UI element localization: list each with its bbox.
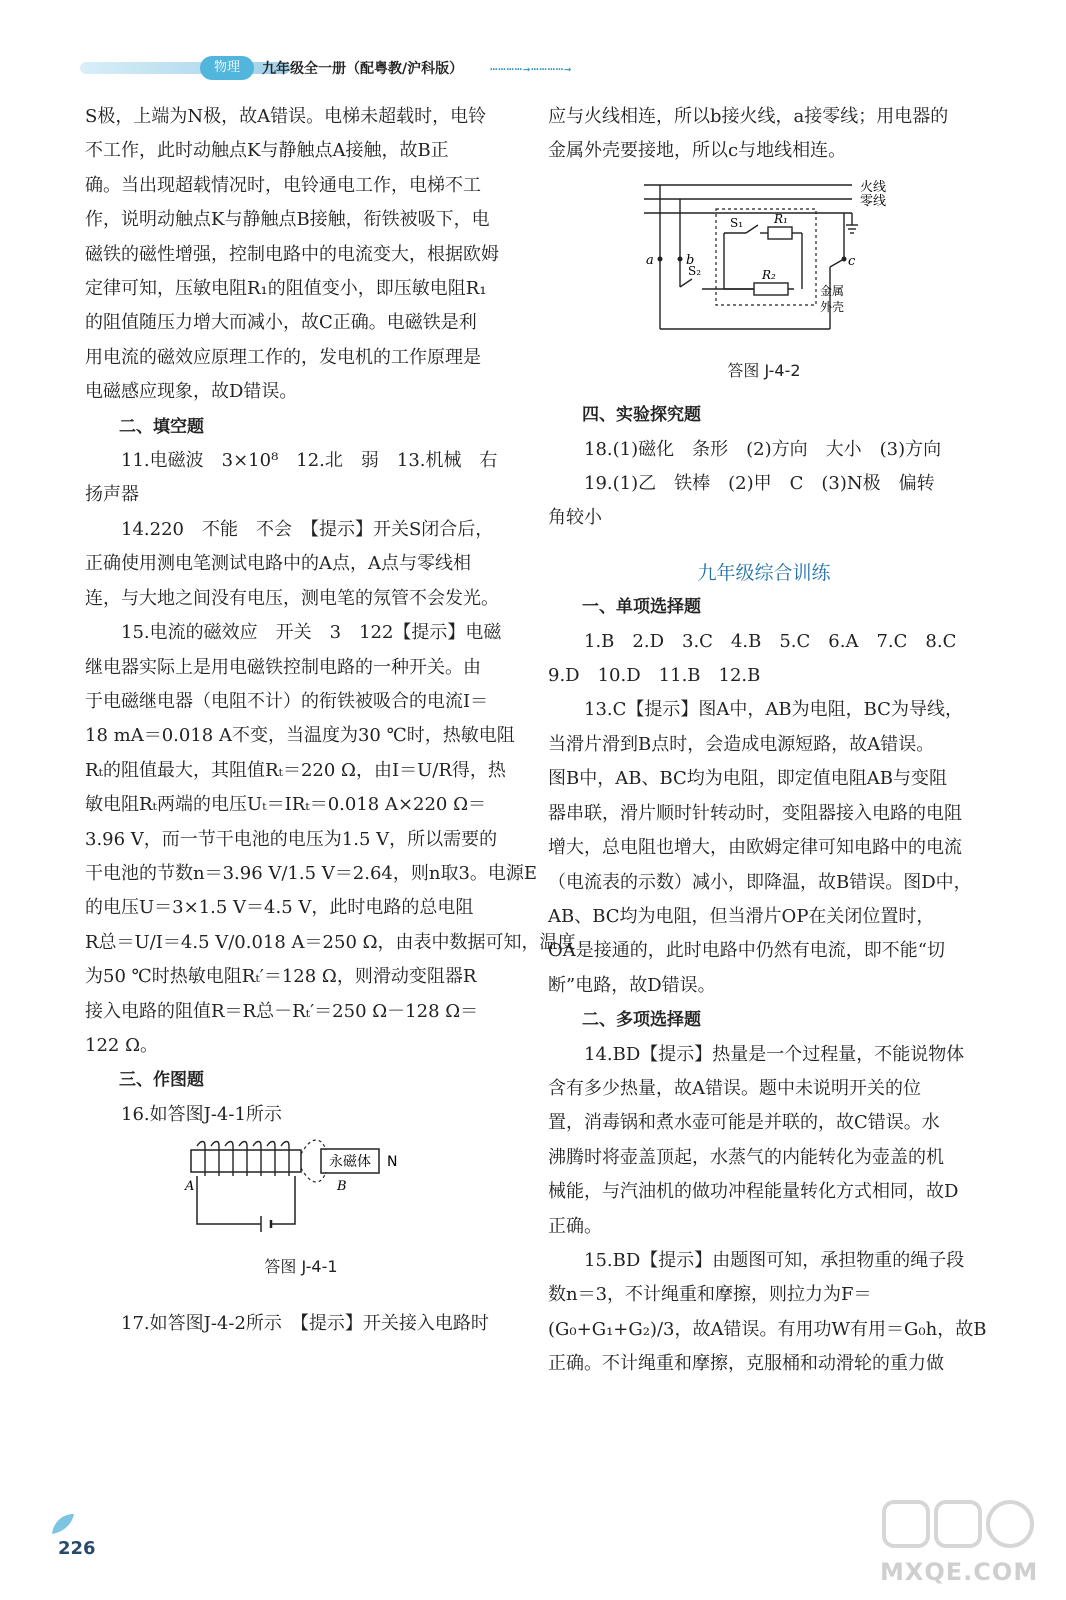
switch-s2-label: S₂ — [688, 263, 702, 278]
answer-line: 当滑片滑到B点时，会造成电源短路，故A错误。 — [548, 733, 935, 755]
answer-line: OA是接通的，此时电路中仍然有电流，即不能“切 — [548, 940, 945, 962]
answer-line: 122 Ω。 — [85, 1034, 159, 1056]
answer-line: 14.BD【提示】热量是一个过程量，不能说物体 — [584, 1043, 965, 1065]
answer-line: 13.C【提示】图A中，AB为电阻，BC为导线， — [584, 699, 963, 721]
section-heading: 二、多项选择题 — [582, 1010, 701, 1031]
leaf-icon — [48, 1510, 76, 1538]
label-c: c — [848, 253, 856, 269]
answer-line: 正确。不计绳重和摩擦，克服桶和动滑轮的重力做 — [548, 1353, 944, 1375]
answer-line: 干电池的节数n＝3.96 V/1.5 V＝2.64，则n取3。电源E — [85, 862, 538, 884]
figure-j41-solenoid — [171, 1132, 431, 1242]
answer-line: 16.如答图J-4-1所示 — [121, 1103, 282, 1125]
text-line: S极，上端为N极，故A错误。电梯未超载时，电铃 — [85, 106, 487, 127]
text-line: 作，说明动触点K与静触点B接触，衔铁被吸下，电 — [85, 209, 490, 231]
answer-line: 含有多少热量，故A错误。题中未说明开关的位 — [548, 1077, 921, 1099]
answer-line: 14.220 不能 不会 【提示】开关S闭合后， — [121, 518, 494, 540]
answer-line: 9.D 10.D 11.B 12.B — [548, 665, 761, 687]
section-heading: 一、单项选择题 — [582, 597, 701, 618]
answer-line: 的电压U＝3×1.5 V＝4.5 V，此时电路的总电阻 — [85, 897, 474, 919]
answer-line: 于电磁继电器（电阻不计）的衔铁被吸合的电流I＝ — [85, 690, 489, 712]
node-a — [658, 256, 663, 261]
answer-line: 正确。 — [548, 1215, 602, 1237]
answer-line: 沸腾时将壶盖顶起，水蒸气的内能转化为壶盖的机 — [548, 1146, 944, 1168]
answer-line: 3.96 V，而一节干电池的电压为1.5 V，所以需要的 — [85, 828, 498, 850]
node-b — [678, 256, 683, 261]
text-line: 确。当出现超载情况时，电铃通电工作，电梯不工 — [85, 174, 481, 196]
answer-line: 角较小 — [548, 507, 602, 529]
node-c — [842, 256, 847, 261]
solenoid-core — [191, 1150, 301, 1172]
answer-line: 15.电流的磁效应 开关 3 122【提示】电磁 — [121, 622, 502, 644]
answer-line: 器串联，滑片顺时针转动时，变阻器接入电路的电阻 — [548, 802, 962, 824]
answer-line: 1.B 2.D 3.C 4.B 5.C 6.A 7.C 8.C — [584, 630, 957, 652]
book-title: 九年级全一册（配粤教/沪科版） — [262, 61, 464, 77]
field-lines — [301, 1140, 326, 1182]
answer-line: 械能，与汽油机的做功冲程能量转化方式相同，故D — [548, 1181, 959, 1203]
answer-line: （电流表的示数）减小，即降温，故B错误。图D中， — [548, 871, 972, 893]
text-line: 用电流的磁效应原理工作的，发电机的工作原理是 — [85, 346, 481, 368]
answer-line: 置，消毒锅和煮水壶可能是并联的，故C错误。水 — [548, 1112, 940, 1134]
page-header — [60, 50, 760, 90]
answer-line: 图B中，AB、BC均为电阻，即定值电阻AB与变阻 — [548, 768, 948, 790]
text-line: 电磁感应现象，故D错误。 — [85, 381, 298, 403]
answer-line: 继电器实际上是用电磁铁控制电路的一种开关。由 — [85, 656, 481, 678]
text-line: 磁铁的磁性增强，控制电路中的电流变大，根据欧姆 — [85, 243, 499, 265]
figure-j42-circuit — [634, 169, 894, 354]
label-a: a — [646, 252, 654, 268]
answer-line: 18 mA＝0.018 A不变，当温度为30 ℃时，热敏电阻 — [85, 725, 515, 747]
right-column — [548, 100, 987, 1382]
answer-line: 连，与大地之间没有电压，测电笔的氖管不会发光。 — [85, 587, 499, 609]
section-title: 九年级综合训练 — [697, 561, 831, 584]
text-line: 不工作，此时动触点K与静触点A接触，故B正 — [85, 140, 449, 162]
fire-wire-label: 火线 — [860, 179, 887, 195]
answer-line: 敏电阻Rₜ两端的电压Uₜ＝IRₜ＝0.018 A×220 Ω＝ — [85, 794, 487, 816]
section-heading: 四、实验探究题 — [582, 405, 701, 426]
header-decoration — [80, 62, 290, 74]
text-line: 应与火线相连，所以b接火线，a接零线；用电器的 — [548, 106, 949, 127]
circuit-wire — [197, 1176, 295, 1224]
answer-line: 19.(1)乙 铁棒 (2)甲 C (3)N极 偏转 — [584, 473, 935, 495]
answer-line: Rₜ的阻值最大，其阻值Rₜ＝220 Ω，由I＝U/R得，热 — [85, 759, 506, 781]
label-b: b — [686, 252, 695, 268]
watermark-text: MXQE.COM — [880, 1558, 1039, 1586]
switch-s1-label: S₁ — [730, 215, 744, 230]
r1-label: R₁ — [774, 211, 788, 226]
n-pole-label: N — [387, 1154, 398, 1171]
solenoid-coil — [197, 1142, 289, 1177]
subject-badge: 物理 — [200, 56, 254, 80]
answer-line: (G₀+G₁+G₂)/3，故A错误。有用功W有用＝G₀h，故B — [548, 1318, 987, 1340]
figure-caption: 答图 J-4-2 — [727, 360, 801, 380]
shell-label-2: 外壳 — [820, 299, 845, 314]
end-b-label: B — [337, 1179, 347, 1195]
answer-line: 增大，总电阻也增大，由欧姆定律可知电路中的电流 — [548, 837, 962, 859]
answer-line: 11.电磁波 3×10⁸ 12.北 弱 13.机械 右 — [121, 450, 498, 472]
resistor-r2 — [754, 283, 788, 295]
page-number: 226 — [58, 1538, 96, 1559]
answer-line: 正确使用测电笔测试电路中的A点，A点与零线相 — [85, 553, 471, 575]
magnet-label: 永磁体 — [329, 1154, 371, 1171]
end-a-label: A — [185, 1179, 195, 1195]
answer-line: AB、BC均为电阻，但当滑片OP在关闭位置时， — [548, 905, 935, 927]
answer-line: 数n＝3，不计绳重和摩擦，则拉力为F＝ — [548, 1284, 872, 1306]
answer-line: 15.BD【提示】由题图可知，承担物重的绳子段 — [584, 1249, 965, 1271]
answer-line: R总＝U/I＝4.5 V/0.018 A＝250 Ω，由表中数据可知，温度 — [85, 931, 576, 953]
answer-line: 扬声器 — [85, 484, 139, 506]
text-line: 金属外壳要接地，所以c与地线相连。 — [548, 140, 847, 162]
text-line: 定律可知，压敏电阻R₁的阻值变小，即压敏电阻R₁ — [85, 278, 487, 300]
answer-line: 接入电路的阻值R＝R总－Rₜ′＝250 Ω－128 Ω＝ — [85, 1000, 479, 1022]
r2-label: R₂ — [762, 267, 776, 282]
text-line: 的阻值随压力增大而减小，故C正确。电磁铁是利 — [85, 312, 477, 334]
section-heading: 三、作图题 — [119, 1070, 204, 1091]
figure-caption: 答图 J-4-1 — [264, 1257, 338, 1277]
answer-line: 18.(1)磁化 条形 (2)方向 大小 (3)方向 — [584, 438, 942, 460]
answer-line: 17.如答图J-4-2所示 【提示】开关接入电路时 — [121, 1312, 489, 1334]
section-heading: 二、填空题 — [119, 416, 204, 437]
answer-line: 断”电路，故D错误。 — [548, 974, 716, 996]
resistor-r1 — [768, 227, 792, 239]
zero-wire-label: 零线 — [860, 193, 887, 209]
shell-label-1: 金属 — [820, 283, 845, 298]
header-dots: ⋯⋯⋯⋯→⋯⋯⋯⋯→ — [490, 62, 573, 76]
answer-line: 为50 ℃时热敏电阻Rₜ′＝128 Ω，则滑动变阻器R — [85, 966, 477, 988]
